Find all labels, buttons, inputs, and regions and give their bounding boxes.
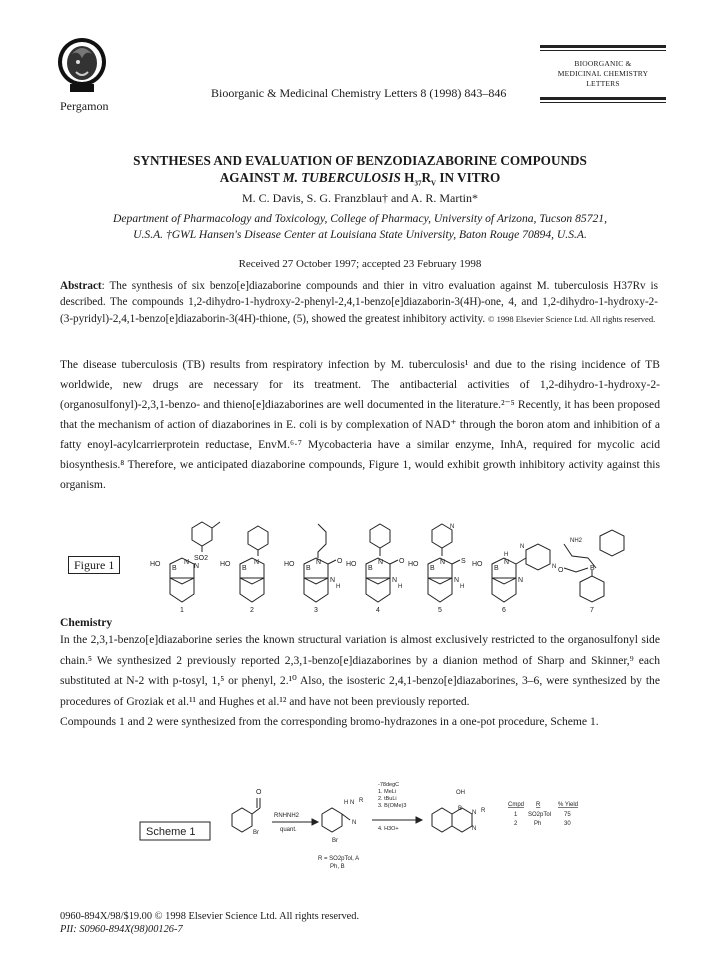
- table-header: % Yield: [558, 802, 579, 808]
- structure-1: [150, 522, 220, 612]
- atom-label: N: [520, 544, 525, 550]
- compound-number: 4: [376, 607, 380, 612]
- footer: [60, 910, 359, 936]
- atom-label: N: [450, 524, 455, 530]
- atom-label: B: [306, 565, 311, 572]
- atom-label: OH: [456, 790, 465, 796]
- table-cell: 30: [564, 821, 571, 827]
- atom-label: N: [378, 559, 384, 566]
- atom-label: N: [518, 577, 524, 584]
- brand-line: BIOORGANIC &: [574, 59, 632, 68]
- atom-label: B: [172, 565, 177, 572]
- structure-3: [284, 524, 343, 612]
- title-strain-h: H: [404, 170, 415, 185]
- abstract-copyright: © 1998 Elsevier Science Ltd. All rights reserved.: [488, 313, 656, 324]
- condition-label: 4. H3O+: [378, 826, 399, 832]
- publisher-name: Pergamon: [60, 99, 109, 113]
- chemistry-paragraph: Compounds 1 and 2 were synthesized from the corresponding bromo-hydrazones in a one-pot procedure, Scheme 1.: [60, 715, 599, 728]
- abstract-label: Abstract: [60, 280, 102, 292]
- title-strain-h-sub: 37: [414, 179, 422, 188]
- atom-label: B: [590, 565, 595, 572]
- title-strain-r: R: [421, 170, 431, 185]
- atom-label: H: [504, 552, 509, 558]
- atom-label: H: [336, 584, 341, 590]
- figure-1-label: Figure 1: [68, 556, 120, 574]
- atom-label: N: [504, 559, 510, 566]
- atom-label: N: [194, 563, 200, 570]
- authors: M. C. Davis, S. G. Franzblau† and A. R. Martin*: [242, 191, 478, 205]
- atom-label: O: [256, 789, 262, 796]
- atom-label: NH2: [570, 538, 583, 544]
- atom-label: HO: [150, 561, 161, 568]
- atom-label: B: [368, 565, 373, 572]
- arrow-head: [416, 817, 422, 823]
- reagent-label: RNHNH2: [274, 813, 300, 819]
- atom-label: SO2: [194, 555, 209, 562]
- brand-line: MEDICINAL CHEMISTRY: [557, 69, 649, 78]
- chemistry-text: [60, 630, 660, 733]
- reagent-label: quant.: [280, 827, 297, 833]
- compound-number: 6: [502, 607, 506, 612]
- atom-label: B: [458, 806, 463, 812]
- atom-label: N: [352, 820, 357, 826]
- atom-label: R: [359, 798, 364, 804]
- journal-citation: Bioorganic & Medicinal Chemistry Letters 8 (1998) 843–846: [211, 86, 507, 100]
- atom-label: N: [350, 800, 355, 806]
- atom-label: HO: [284, 561, 295, 568]
- atom-label: HO: [408, 561, 419, 568]
- title-line: SYNTHESES AND EVALUATION OF BENZODIAZABORINE COMPOUNDS: [133, 153, 587, 168]
- journal-brand: [540, 45, 666, 103]
- title-organism: M. TUBERCULOSIS: [282, 170, 401, 185]
- title-text: AGAINST: [219, 170, 280, 185]
- arrow-head: [312, 819, 318, 825]
- footer-copyright: 0960-894X/98/$19.00 © 1998 Elsevier Science Ltd. All rights reserved.: [60, 911, 360, 922]
- compound-number: 1: [180, 607, 184, 612]
- atom-label: HO: [220, 561, 231, 568]
- atom-label: B: [242, 565, 247, 572]
- scheme-1-label: Scheme 1: [146, 826, 196, 838]
- atom-label: N: [472, 826, 477, 832]
- publisher-logo: [56, 36, 108, 94]
- title-strain-r-sub: V: [430, 179, 437, 188]
- condition-label: 1. MeLi: [378, 789, 397, 795]
- structure-4: [346, 524, 405, 612]
- condition-label: -78degC: [378, 782, 400, 788]
- table-header: R: [536, 802, 541, 808]
- structure-5: [408, 524, 466, 612]
- received-date: Received 27 October 1997; accepted 23 February 1998: [238, 258, 482, 270]
- atom-label: S: [461, 558, 466, 565]
- atom-label: H: [398, 584, 403, 590]
- atom-label: N: [454, 577, 460, 584]
- atom-label: N: [254, 559, 260, 566]
- scheme-start-material: [232, 789, 262, 836]
- compound-number: 3: [314, 607, 318, 612]
- table-cell: 75: [564, 812, 571, 818]
- atom-label: HO: [346, 561, 357, 568]
- affiliation-line: Department of Pharmacology and Toxicology, College of Pharmacy, University of Arizona, Tucson 85721,: [113, 212, 607, 225]
- table-header: Cmpd: [508, 802, 525, 808]
- table-cell: 1: [514, 812, 518, 818]
- atom-label: O: [558, 567, 564, 574]
- table-cell: SO2pTol: [528, 812, 552, 818]
- atom-label: N: [330, 577, 336, 584]
- atom-label: N: [440, 559, 446, 566]
- scheme-1: [60, 780, 660, 880]
- atom-label: HO: [472, 561, 483, 568]
- yield-table: [508, 802, 578, 827]
- article-title: [60, 152, 660, 186]
- atom-label: H: [344, 800, 349, 806]
- condition-label: 3. B(OMe)3: [378, 803, 407, 809]
- footer-pii: PII: S0960-894X(98)00126-7: [60, 924, 183, 935]
- table-cell: 2: [514, 821, 518, 827]
- brand-line: LETTERS: [586, 79, 620, 88]
- affiliation-line: U.S.A. †GWL Hansen's Disease Center at Louisiana State University, Baton Rouge 70894, U.S.A.: [133, 228, 587, 241]
- atom-label: H: [460, 584, 465, 590]
- intro-paragraph: The disease tuberculosis (TB) results from respiratory infection by M. tuberculosis¹ and due to the rising incidence of TB worldwide, new drugs are necessary for its treatment. The antibacterial activities of 1,2-dihydro-1-hydroxy-2-(organosulfonyl)-2,3,1-benzo- and thieno[e]diazaborines are well documented in the literature.²⁻⁵ Recently, it has been proposed that the mechanism of action of diazaborines in E. coli is by complexation of NAD⁺ through the boron atom and inhibition of a fatty enoyl-acylcarrierprotein reductase, EnvM.⁶·⁷ Mycobacteria have a similar enzyme, InhA, required for mycolic acid biosynthesis.⁸ Therefore, we anticipated diazaborine compounds, Figure 1, would exhibit growth inhibitory activity against this organism.: [60, 358, 660, 491]
- condition-label: 2. tBuLi: [378, 796, 397, 802]
- abstract: [60, 278, 658, 327]
- r-group-definition: Ph, B: [330, 864, 345, 870]
- atom-label: O: [399, 558, 405, 565]
- atom-label: R: [481, 808, 486, 814]
- scheme-hydrazone: [322, 798, 364, 844]
- compound-number: 7: [590, 607, 594, 612]
- title-text: IN VITRO: [439, 170, 501, 185]
- atom-label: Br: [253, 830, 259, 836]
- atom-label: B: [494, 565, 499, 572]
- atom-label: Br: [332, 838, 338, 844]
- atom-label: N: [184, 559, 190, 566]
- affiliations: [60, 211, 660, 243]
- r-group-definition: R = SO2pTol, A: [318, 856, 360, 862]
- structure-6: [472, 544, 556, 612]
- section-heading-chemistry: Chemistry: [60, 616, 113, 629]
- title-line: [60, 169, 660, 186]
- atom-label: B: [430, 565, 435, 572]
- chemistry-paragraph: In the 2,3,1-benzo[e]diazaborine series the known structural variation is almost exclusively restricted to the organosulfonyl side chain.⁵ We synthesized 2 previously reported 2,3,1-benzo[e]diazaborines by a dianion method of Sharp and Skinner,⁹ each substituted at N-2 with p-tosyl, 1,⁵ or phenyl, 2.¹⁰ Also, the isosteric 2,4,1-benzo[e]diazaborines, 3–6, were synthesized by the procedures of Groziak et al.¹¹ and Hughes et al.¹² and have not been previously reported.: [60, 633, 660, 708]
- atom-label: O: [337, 558, 343, 565]
- atom-label: N: [392, 577, 398, 584]
- structure-7: [558, 530, 624, 612]
- atom-label: N: [472, 810, 477, 816]
- scheme-product: [432, 790, 486, 832]
- table-cell: Ph: [534, 821, 542, 827]
- compound-number: 2: [250, 607, 254, 612]
- atom-label: N: [316, 559, 322, 566]
- abstract-text: : The synthesis of six benzo[e]diazaborine compounds and thier in vitro evaluation against M. tuberculosis H37Rv is described. The compounds 1,2-dihydro-1-hydroxy-2-phenyl-2,4,1-benzo[e]diazaborin-3(4H)-one, 4, and 1,2-dihydro-1-hydroxy-2-(3-pyridyl)-2,4,1-benzo[e]diazaborin-3(4H)-thione, (5), showed the greatest inhibitory activity.: [60, 280, 658, 325]
- structure-2: [220, 526, 268, 612]
- compound-number: 5: [438, 607, 442, 612]
- atom-label: N: [552, 564, 557, 570]
- figure-1: [60, 520, 660, 612]
